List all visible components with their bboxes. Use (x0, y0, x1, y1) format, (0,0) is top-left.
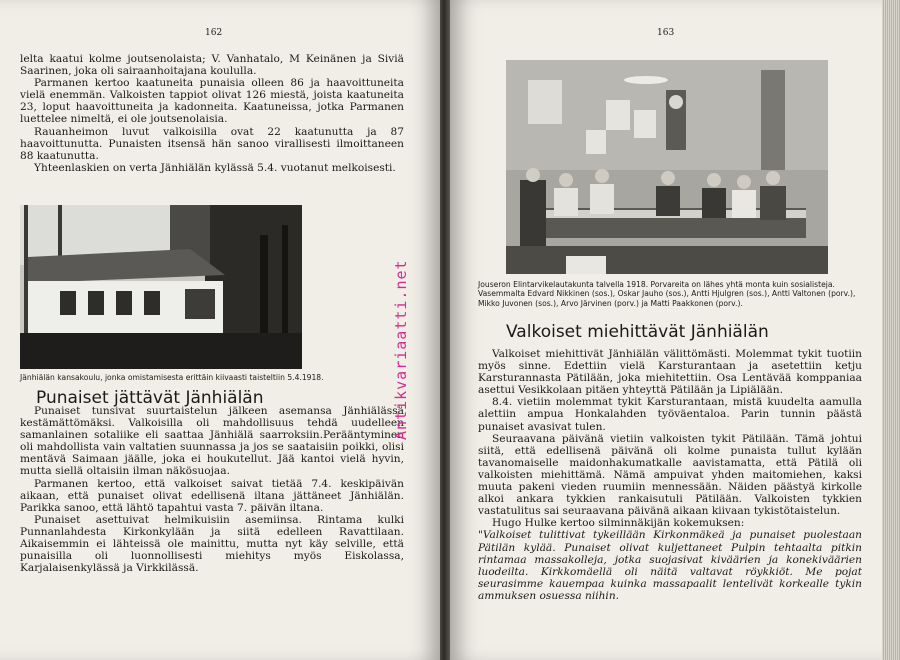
paragraph: Rauanheimon luvut valkoisilla ovat 22 kaatunutta ja 87 haavoittunutta. Punaisten itsensä hän sanoo virallisesti ilmoittaneen 88 kaatunutta. (20, 125, 404, 162)
schoolhouse-photo (20, 205, 302, 369)
left-bottom-text (20, 405, 404, 574)
paragraph: Yhteenlaskien on verta Jänhiälän kylässä 5.4. vuotanut melkoisesti. (34, 161, 396, 174)
left-top-text (20, 53, 404, 174)
paragraph: 8.4. vietiin molemmat tykit Karsturantaan, mistä kuudelta aamulla alettiin ampua Honkalahden työväentaloa. Parin tunnin päästä punaiset avasivat tulen. (478, 396, 862, 433)
page-number-left: 162 (205, 28, 223, 38)
page-edges (880, 0, 900, 660)
committee-illustration (506, 60, 828, 274)
paragraph: Parmanen kertoo kaatuneita punaisia olleen 86 ja haavoittuneita vielä enemmän. Valkoisten tappiot olivat 126 miestä, joista kaatuneita 23, loput haavoittuneita ja kadonneita. Kaatuneissa, jotka Parmanen luettelee nimeltä, ei ole joutsenolaisia. (20, 77, 404, 126)
committee-photo (506, 60, 828, 274)
page-number-right: 163 (657, 28, 675, 38)
schoolhouse-caption: Jänhiälän kansakoulu, jonka omistamisesta erittäin kiivaasti taisteltiin 5.4.1918. (20, 373, 324, 382)
paragraph: Hugo Hulke kertoo silminnäkijän kokemuksen: (492, 517, 745, 530)
right-section-heading: Valkoiset miehittävät Jänhiälän (506, 322, 769, 342)
watermark: Antikvariaatti.net (392, 259, 410, 440)
right-body-text (478, 348, 862, 602)
paragraph: lelta kaatui kolme joutsenolaista; V. Vanhatalo, M Keinänen ja Siviä Saarinen, joka oli sairaanhoitajana koululla. (20, 53, 404, 78)
paragraph: Valkoiset miehittivät Jänhiälän välittömästi. Molemmat tykit tuotiin myös sinne. Edettiin vielä Karsturantaan ja asetettiin ketju Karsturannasta Pätilään, joka miehitettiin. Osa Lentävää komppaniaa asettui Vesikkolaan pitäen yhteyttä Pätilään ja Lipiälään. (478, 348, 862, 397)
paragraph: Seuraavana päivänä vietiin valkoisten tykit Pätilään. Tämä johtui siitä, että edellisenä päivänä oli kolme punaista tullut kylään tavanomaiselle maidonhakumatkalle aavistamatta, että Pätilä oli valkoisten miehittämä. Nämä ampuivat yhden maitomiehen, kaksi muuta pakeni vieden ruumiin mennessään. Näiden päästyä kirkolle alkoi ankara tykkien rankaisutuli Pätilään. Valkoisten tykkien vastatulitus sai seuraavana päivänä aikaan kiivaan tykistötaistelun. (478, 432, 862, 518)
paragraph: Punaiset tunsivat suurtaistelun jälkeen asemansa Jänhiälässä kestämättömäksi. Valkoisilla oli mahdollisuus tehdä uudelleen samanlainen sotaliike eli saattaa Jänhiälä saarroksiin.Perääntyminen oli mahdollista vain valtatien suunnassa ja jos se saataisiin poikki, olisi mentävä Saimaan jäälle, joka ei houkutellut. Jää kantoi vielä hyvin, mutta siellä oltaisiin ilman näkösuojaa. (20, 405, 404, 478)
quote-paragraph: "Valkoiset tulittivat tykeillään Kirkonmäkeä ja punaiset puolestaan Pätilän kylää. Punaiset olivat kuljettaneet Pulpin tehtaalta pitkin rintamaa massakolleja, jotka suojasivat kiväärien ja konekiväärien luodeilta. Kirkkomäellä oli näitä valtavat röykkiöt. Me pojat seurasimme kauempaa kuinka massapaalit lentelivät korkealle tykin ammuksen osuessa niihin. (478, 529, 862, 602)
schoolhouse-illustration (20, 205, 302, 369)
paragraph: Parmanen kertoo, että valkoiset saivat tietää 7.4. keskipäivän aikaan, että punaiset olivat edellisenä iltana jättäneet Jänhiälän. Parikka sanoo, että lähtö tapahtui vasta 7. päivän iltana. (20, 477, 404, 514)
committee-caption: Jouseron Elintarvikelautakunta talvella 1918. Porvareita on lähes yhtä monta kuin sosialisteja. Vasemmalta Edvard Nikkinen (sos.), Oskar Jauho (sos.), Antti Hjulgren (sos.), Antti Valtonen (porv.), Mikko Juvonen (sos.), Arvo Järvinen (porv.) ja Matti Paakkonen (porv.). (478, 280, 856, 308)
paragraph: Punaiset asettuivat helmikuisiin asemiinsa. Rintama kulki Punnanlahdesta Kirkonkylään ja siitä edelleen Ravattilaan. Aikaisemmin ei lähteissä ole mainittu, mutta nyt käy selville, että punaisilla oli luonnollisesti miehitys myös Eiskolassa, Karjalaisenkylässä ja Virkkilässä. (20, 513, 404, 575)
left-page (0, 0, 440, 660)
left-section-heading: Punaiset jättävät Jänhiälän (36, 388, 264, 408)
